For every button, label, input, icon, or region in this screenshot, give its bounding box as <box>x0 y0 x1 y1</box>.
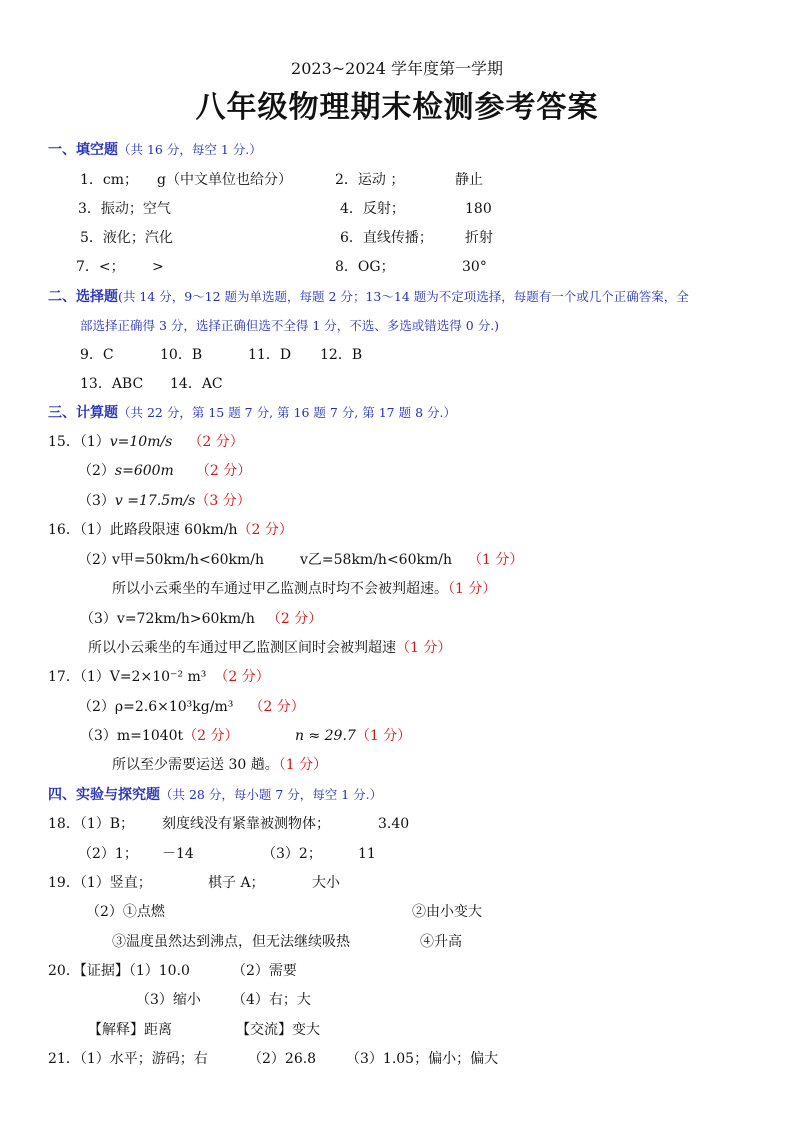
q16-2-score: （1 分） <box>468 552 524 568</box>
q11-answer: 11．D <box>248 347 292 363</box>
q18-1b: 刻度线没有紧靠被测物体； <box>162 816 330 832</box>
q20-3b: 【交流】变大 <box>236 1022 320 1038</box>
q17-1-text: 17．（1）V=2×10⁻² m³ <box>48 669 207 685</box>
q9-answer: 9．C <box>80 347 114 363</box>
q17-3b-text: n ≈ 29.7 <box>295 728 356 744</box>
q17-3 <box>80 727 239 745</box>
section-2-note-2: 部选择正确得 3 分，选择正确但选不全得 1 分，不选、多选或错选得 0 分.) <box>80 318 500 333</box>
q17-1 <box>48 668 270 686</box>
q6-answer-a: 6．直线传播； <box>340 230 433 246</box>
section-3-heading <box>48 404 456 422</box>
q15-2-value: s=600m <box>114 463 174 479</box>
q18-2b: －14 <box>162 846 194 862</box>
q15-1-label: 15．（1） <box>48 434 110 450</box>
q16-1 <box>48 521 293 539</box>
q17-1-score: （2 分） <box>214 669 270 685</box>
q17-2-text: （2）ρ=2.6×10³kg/m³ <box>78 699 234 715</box>
q17-conclusion-score: （1 分） <box>278 757 328 773</box>
q16-2-a: v甲=50km/h<60km/h <box>112 552 264 568</box>
q4-answer-a: 4．反射； <box>340 201 405 217</box>
q4-answer-b: 180 <box>465 201 492 217</box>
q17-3b-score: （1 分） <box>355 728 412 744</box>
q16-2-label: （2） <box>78 552 115 568</box>
section-2-title: 二、选择题 <box>48 289 118 305</box>
q15-3-value: v =17.5m/s <box>114 493 196 509</box>
q6-answer-b: 折射 <box>465 230 493 246</box>
q19-1c: 大小 <box>312 875 340 891</box>
q15-2-score: （2 分） <box>195 463 252 479</box>
q16-3 <box>80 610 322 628</box>
q7-answer-a: 7．<； <box>76 259 125 275</box>
q20-1b: （2）需要 <box>232 963 297 979</box>
q16-3-conclusion-text: 所以小云乘坐的车通过甲乙监测区间时会被判超速 <box>88 640 396 656</box>
q18-1c: 3.40 <box>378 816 410 832</box>
q16-3-text: （3）v=72km/h>60km/h <box>80 611 255 627</box>
q19-1b: 棋子 A； <box>208 875 265 891</box>
q10-answer: 10．B <box>160 347 203 363</box>
q19-2a: （2）①点燃 <box>86 904 165 920</box>
section-1-title: 一、填空题 <box>48 142 118 158</box>
q21-b: （2）26.8 <box>248 1051 317 1067</box>
q16-2-b: v乙=58km/h<60km/h <box>300 552 452 568</box>
q17-3-score: （2 分） <box>183 728 239 744</box>
q8-answer-a: 8．OG； <box>335 259 395 275</box>
q16-3-conclusion <box>88 639 451 657</box>
page-title: 八年级物理期末检测参考答案 <box>195 90 599 125</box>
q7-answer-b: > <box>152 259 164 275</box>
q17-2-score: （2 分） <box>249 699 305 715</box>
q2-answer-b: 静止 <box>455 172 483 188</box>
q8-answer-b: 30° <box>462 259 487 275</box>
q20-1a: 20．【证据】（1）10.0 <box>48 963 190 979</box>
q20-2a: （3）缩小 <box>136 992 201 1008</box>
section-3-title: 三、计算题 <box>48 405 118 421</box>
q21-c: （3）1.05；偏小；偏大 <box>346 1051 499 1067</box>
q14-answer: 14．AC <box>170 376 223 392</box>
q15-3-score: （3 分） <box>195 493 251 509</box>
section-1-note: （共 16 分，每空 1 分.） <box>118 142 262 157</box>
q18-2a: （2）1； <box>78 846 138 862</box>
q1-answer-a: 1．cm； <box>80 172 139 188</box>
q16-1-score: （2 分） <box>237 522 293 538</box>
q21-a: 21．（1）水平；游码；右 <box>48 1051 208 1067</box>
q17-conclusion-text: 所以至少需要运送 30 趟。 <box>112 757 279 773</box>
q19-2c: ③温度虽然达到沸点，但无法继续吸热 <box>112 934 350 950</box>
q17-3b <box>295 727 411 745</box>
q15-1-value: v=10m/s <box>109 434 173 450</box>
q18-2d: 11 <box>358 846 376 862</box>
q16-3-conclusion-score: （1 分） <box>396 640 452 656</box>
section-3-note: （共 22 分，第 15 题 7 分, 第 16 题 7 分, 第 17 题 8 分.） <box>118 405 456 420</box>
q17-conclusion <box>112 756 327 774</box>
q2-answer-a: 2．运动 ； <box>335 172 405 188</box>
q15-2-label: （2） <box>78 463 115 479</box>
section-4-heading <box>48 786 382 804</box>
q5-answer: 5．液化；汽化 <box>80 230 173 246</box>
q16-2-conclusion-text: 所以小云乘坐的车通过甲乙监测点时均不会被判超速。 <box>112 581 448 597</box>
q17-2 <box>78 698 305 716</box>
q16-3-score: （2 分） <box>266 611 323 627</box>
q15-3-label: （3） <box>78 493 115 509</box>
q15-1-score: （2 分） <box>188 434 244 450</box>
section-2-note-1: (共 14 分，9～12 题为单选题，每题 2 分；13～14 题为不定项选择，每题有一个或几个正确答案，全 <box>118 289 689 304</box>
q13-answer: 13．ABC <box>80 376 144 392</box>
q20-2b: （4）右；大 <box>232 992 311 1008</box>
q15-2 <box>78 462 251 480</box>
term-heading: 2023~2024 学年度第一学期 <box>291 59 503 78</box>
q1-answer-b: g（中文单位也给分） <box>157 172 292 188</box>
q15-3 <box>78 492 251 510</box>
q16-2-conclusion-score: （1 分） <box>448 581 497 597</box>
q3-answer: 3．振动；空气 <box>78 201 171 217</box>
q15-1 <box>48 433 244 451</box>
q16-1-text: 16．（1）此路段限速 60km/h <box>48 522 238 538</box>
q18-1a: 18．（1）B； <box>48 816 135 832</box>
q19-2d: ④升高 <box>420 934 462 950</box>
q19-1a: 19．（1）竖直； <box>48 875 152 891</box>
q20-3a: 【解释】距离 <box>88 1022 172 1038</box>
q18-2c: （3）2； <box>262 846 322 862</box>
section-4-note: （共 28 分，每小题 7 分，每空 1 分.） <box>160 787 383 802</box>
q12-answer: 12．B <box>320 347 363 363</box>
q16-2-conclusion <box>112 580 496 598</box>
q17-3-text: （3）m=1040t <box>80 728 184 744</box>
q19-2b: ②由小变大 <box>412 904 482 920</box>
section-4-title: 四、实验与探究题 <box>48 787 160 803</box>
section-2-heading <box>48 288 689 306</box>
section-1-heading <box>48 141 262 159</box>
